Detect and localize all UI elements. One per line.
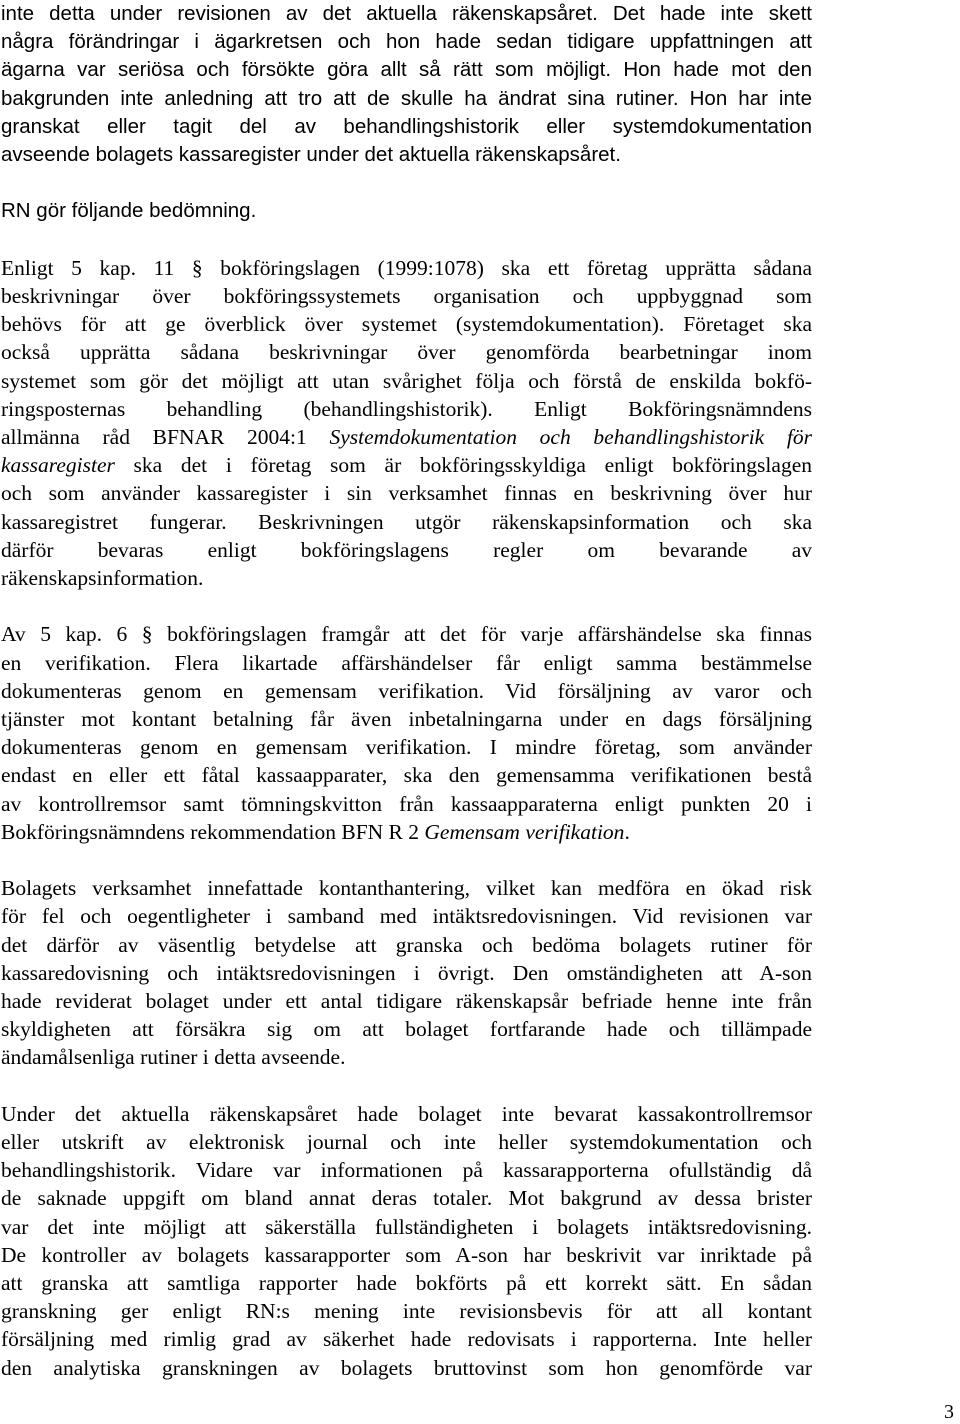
text-segment: räkenskapsinformation. [1, 566, 204, 590]
text-line [1, 1015, 812, 1043]
text-segment: också upprätta sådana beskrivningar över genomförda bearbetningar inom [1, 340, 812, 365]
text-segment: granskning ger enligt RN:s mening inte revisionsbevis för att all kontant [1, 1299, 812, 1324]
text-line [1, 423, 812, 451]
text-line [1, 1269, 812, 1297]
text-line [1, 1128, 812, 1156]
text-line [1, 931, 812, 959]
text-segment: ska det i företag som är bokföringsskyldiga enligt bokföringslagen [114, 453, 812, 478]
text-line [1, 705, 812, 733]
text-segment: för fel och oegentligheter i samband med intäktsredovisningen. Vid revisionen var [1, 904, 812, 929]
text-segment: De kontroller av bolagets kassarapporter som A-son har beskrivit var inriktade på [1, 1242, 812, 1267]
text-line [1, 987, 812, 1015]
text-line [1, 761, 812, 789]
text-line [1, 564, 812, 592]
text-line [1, 677, 812, 705]
text-line [1, 113, 812, 141]
text-line [1, 1241, 812, 1269]
text-line [1, 1354, 812, 1382]
text-line [1, 733, 812, 761]
text-segment: granskat eller tagit del av behandlingshistorik eller systemdokumentation [1, 114, 812, 138]
text-segment: allmänna råd BFNAR 2004:1 [1, 425, 330, 449]
text-segment: ringsposternas behandling (behandlingshistorik). Enligt Bokföringsnämndens [1, 396, 812, 421]
text-segment: beskrivningar över bokföringssystemets organisation och uppbyggnad som [1, 284, 812, 308]
text-line [1, 1100, 812, 1128]
text-segment: dokumenteras genom en gemensam verifikation. Vid försäljning av varor och [1, 678, 812, 703]
text-line [1, 536, 812, 564]
text-line [1, 310, 812, 338]
text-segment: . [624, 819, 630, 844]
text-segment: att granska att samtliga rapporter hade bokförts på ett korrekt sätt. En sådan [1, 1271, 812, 1295]
text-segment: endast en eller ett fåtal kassaapparater, ska den gemensamma verifikationen bestå [1, 763, 812, 788]
italic-text: Gemensam verifikation [424, 819, 625, 844]
text-line [1, 1325, 812, 1353]
text-line [1, 1184, 812, 1212]
text-line [1, 395, 812, 423]
text-line [1, 649, 812, 677]
text-segment: och som använder kassaregister i sin verksamhet finnas en beskrivning över hur [1, 481, 812, 506]
text-line [1, 451, 812, 479]
text-segment: en verifikation. Flera likartade affärshändelser får enligt samma bestämmelse [1, 650, 812, 675]
text-line [1, 338, 812, 366]
text-line [1, 508, 812, 536]
text-line [1, 959, 812, 987]
text-line [1, 141, 812, 169]
text-line [1, 282, 812, 310]
text-segment: bakgrunden inte anledning att tro att de skulle ha ändrat sina rutiner. Hon har inte [1, 86, 812, 110]
text-segment: Bokföringsnämndens rekommendation BFN R 2 [1, 819, 425, 844]
text-segment: Bolagets verksamhet innefattade kontanthantering, vilket kan medföra en ökad risk [1, 876, 812, 901]
text-segment: några förändringar i ägarkretsen och hon hade sedan tidigare uppfattningen att [1, 30, 812, 54]
text-line [1, 56, 812, 84]
text-segment: dokumenteras genom en gemensam verifikation. I mindre företag, som använder [1, 735, 812, 760]
text-line [1, 1297, 812, 1325]
text-segment: systemet som gör det möjligt att utan svårighet följa och förstå de enskilda bokfö- [1, 368, 812, 393]
text-line [1, 367, 812, 395]
text-segment: tjänster mot kontant betalning får även inbetalningarna under en dags försäljning [1, 707, 812, 731]
italic-text: Systemdokumentation och behandlingshistorik för [329, 425, 813, 449]
text-segment: behandlingshistorik. Vidare var informationen på kassarapporterna ofullständig då [1, 1158, 812, 1183]
text-segment: Enligt 5 kap. 11 § bokföringslagen (1999:1078) ska ett företag upprätta sådana [1, 255, 812, 280]
text-segment: kassaregistret fungerar. Beskrivningen utgör räkenskapsinformation och ska [1, 509, 812, 534]
text-line [1, 1156, 812, 1184]
text-segment: av kontrollremsor samt tömningskvitton från kassaapparaterna enligt punkten 20 i [1, 791, 812, 816]
text-segment: de saknade uppgift om bland annat deras totaler. Mot bakgrund av dessa brister [1, 1186, 812, 1211]
text-line [1, 1213, 812, 1241]
text-segment: var det inte möjligt att säkerställa fullständigheten i bolagets intäktsredovisning. [1, 1214, 812, 1239]
text-segment: behövs för att ge överblick över systemet (systemdokumentation). Företaget ska [1, 312, 812, 337]
text-segment: därför bevaras enligt bokföringslagens regler om bevarande av [1, 537, 812, 562]
text-segment: skyldigheten att försäkra sig om att bolaget fortfarande hade och tillämpade [1, 1017, 812, 1042]
text-segment: inte detta under revisionen av det aktuella räkenskapsåret. Det hade inte skett [1, 2, 812, 25]
text-segment: RN gör följande bedömning. [1, 199, 257, 223]
text-line [1, 790, 812, 818]
text-line [1, 620, 812, 648]
text-segment: ägarna var seriösa och försökte göra allt så rätt som möjligt. Hon hade mot den [1, 58, 812, 82]
text-line [1, 479, 812, 507]
page-number: 3 [944, 1401, 954, 1423]
text-line [1, 85, 812, 113]
text-line [1, 1043, 812, 1071]
text-segment: den analytiska granskningen av bolagets bruttovinst som hon genomförde var [1, 1355, 812, 1380]
text-segment: hade reviderat bolaget under ett antal tidigare räkenskapsår befriade henne inte från [1, 989, 812, 1013]
text-line [1, 818, 812, 846]
text-segment: ändamålsenliga rutiner i detta avseende. [1, 1045, 346, 1070]
italic-text: kassaregister [1, 453, 115, 478]
text-line [1, 28, 812, 56]
text-line [1, 254, 812, 282]
text-segment: försäljning med rimlig grad av säkerhet hade redovisats i rapporterna. Inte heller [1, 1327, 812, 1352]
text-segment: det därför av väsentlig betydelse att granska och bedöma bolagets rutiner för [1, 932, 812, 957]
text-line [1, 197, 812, 225]
text-line [1, 874, 812, 902]
text-segment: avseende bolagets kassaregister under det aktuella räkenskapsåret. [1, 143, 621, 166]
text-line [1, 0, 812, 28]
text-segment: kassaredovisning och intäktsredovisningen i övrigt. Den omständigheten att A-son [1, 960, 812, 985]
text-segment: Under det aktuella räkenskapsåret hade bolaget inte bevarat kassakontrollremsor [1, 1101, 812, 1126]
text-segment: Av 5 kap. 6 § bokföringslagen framgår att det för varje affärshändelse ska finnas [1, 622, 812, 647]
text-line [1, 902, 812, 930]
text-segment: eller utskrift av elektronisk journal och inte heller systemdokumentation och [1, 1130, 812, 1154]
